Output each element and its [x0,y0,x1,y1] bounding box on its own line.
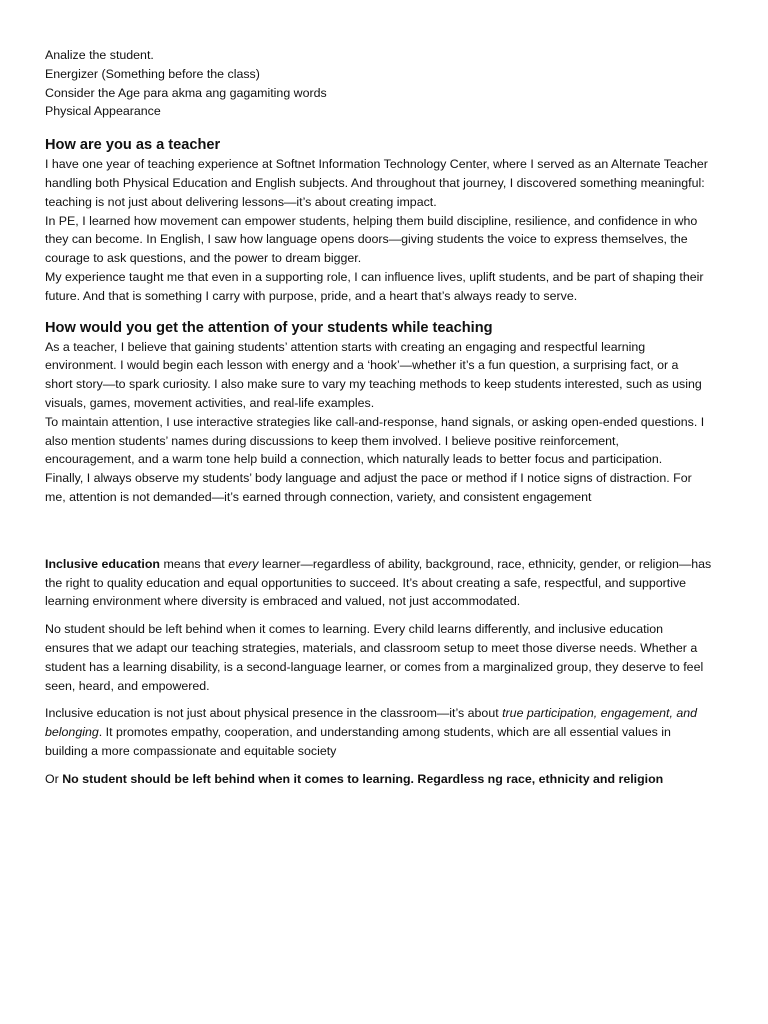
body-line: the right to quality education and equal opportunities to succeed. It’s about creating a safe, respectful, and supportive [45,575,687,590]
section-teacher [45,135,725,305]
body-line: To maintain attention, I use interactive strategies like call-and-response, hand signals, or asking open-ended questions. I [45,414,705,429]
body-line: No student should be left behind when it comes to learning. Every child learns differently, and inclusive education [45,622,664,637]
body-line: student has a learning disability, is a second-language learner, or comes from a marginalized group, they deserve to feel [45,659,704,674]
italic-term: every [228,556,259,571]
body-line [45,704,725,723]
text-run: Inclusive education is not just about physical presence in the classroom—it’s about [45,706,503,721]
body-line: handling both Physical Education and English subjects. And throughout that journey, I discovered something meaningful: [45,175,705,190]
body-line [45,770,725,789]
body-line: short story—to spark curiosity. I also make sure to vary my teaching methods to keep students interested, such as using [45,377,702,392]
body-line: me, attention is not demanded—it’s earned through connection, variety, and consistent engagement [45,489,592,504]
section-heading: How are you as a teacher [45,137,221,154]
body-line [45,723,725,742]
inclusive-paragraph-1 [45,555,725,611]
text-run: . It promotes empathy, cooperation, and understanding among students, which are all essential values in [98,725,671,740]
body-line: they can become. In English, I saw how language opens doors—giving students the voice to express themselves, the [45,232,688,247]
document-page [45,46,725,798]
body-line: In PE, I learned how movement can empower students, helping them build discipline, resilience, and confidence in who [45,213,698,228]
italic-phrase: true participation, engagement, and [502,706,698,721]
text-run: learner—regardless of ability, background, race, ethnicity, gender, or religion—has [258,556,712,571]
body-line: environment. I would begin each lesson with energy and a ‘hook’—whether it’s a fun question, a surprising fact, or a [45,358,679,373]
body-line: visuals, games, movement activities, and real-life examples. [45,395,375,410]
inclusive-paragraph-2 [45,620,725,695]
body-line: I have one year of teaching experience at Softnet Information Technology Center, where I served as an Alternate Teacher [45,157,708,172]
note-line: Consider the Age para akma ang gagamiting words [45,85,327,100]
bold-statement: No student should be left behind when it comes to learning. Regardless ng race, ethnicity and religion [62,771,664,786]
section-heading: How would you get the attention of your students while teaching [45,319,493,336]
body-line: teaching is not just about delivering lessons—it’s about creating impact. [45,194,437,209]
note-line: Analize the student. [45,48,154,62]
inclusive-paragraph-4 [45,770,725,789]
note-line: Physical Appearance [45,104,161,119]
body-line: encouragement, and a warm tone help build a connection, which naturally leads to better focus and participation. [45,452,663,467]
italic-phrase: belonging [45,725,99,740]
body-line: As a teacher, I believe that gaining students’ attention starts with creating an engaging and respectful learning [45,339,646,354]
body-line: My experience taught me that even in a supporting role, I can influence lives, uplift students, and be part of shaping their [45,269,704,284]
inclusive-paragraph-3 [45,704,725,760]
body-line: building a more compassionate and equitable society [45,743,337,758]
body-line: ensures that we adapt our teaching strategies, materials, and classroom setup to meet those diverse needs. Whether a [45,640,698,655]
section-attention [45,318,725,507]
body-line: learning environment where diversity is embraced and valued, not just accommodated. [45,594,521,609]
body-line [45,555,725,574]
note-line: Energizer (Something before the class) [45,66,260,81]
body-line: seen, heard, and empowered. [45,678,210,693]
text-run: Or [45,771,63,786]
body-line: also mention students’ names during discussions to keep them involved. I believe positive reinforcement, [45,433,619,448]
spacer [45,507,725,555]
notes-list [45,46,725,121]
bold-term: Inclusive education [45,556,160,571]
body-line: future. And that is something I carry with purpose, pride, and a heart that’s always ready to serve. [45,288,578,303]
body-line: courage to ask questions, and the power to dream bigger. [45,251,362,266]
body-line: Finally, I always observe my students’ body language and adjust the pace or method if I notice signs of distraction. For [45,471,692,486]
text-run: means that [160,556,229,571]
